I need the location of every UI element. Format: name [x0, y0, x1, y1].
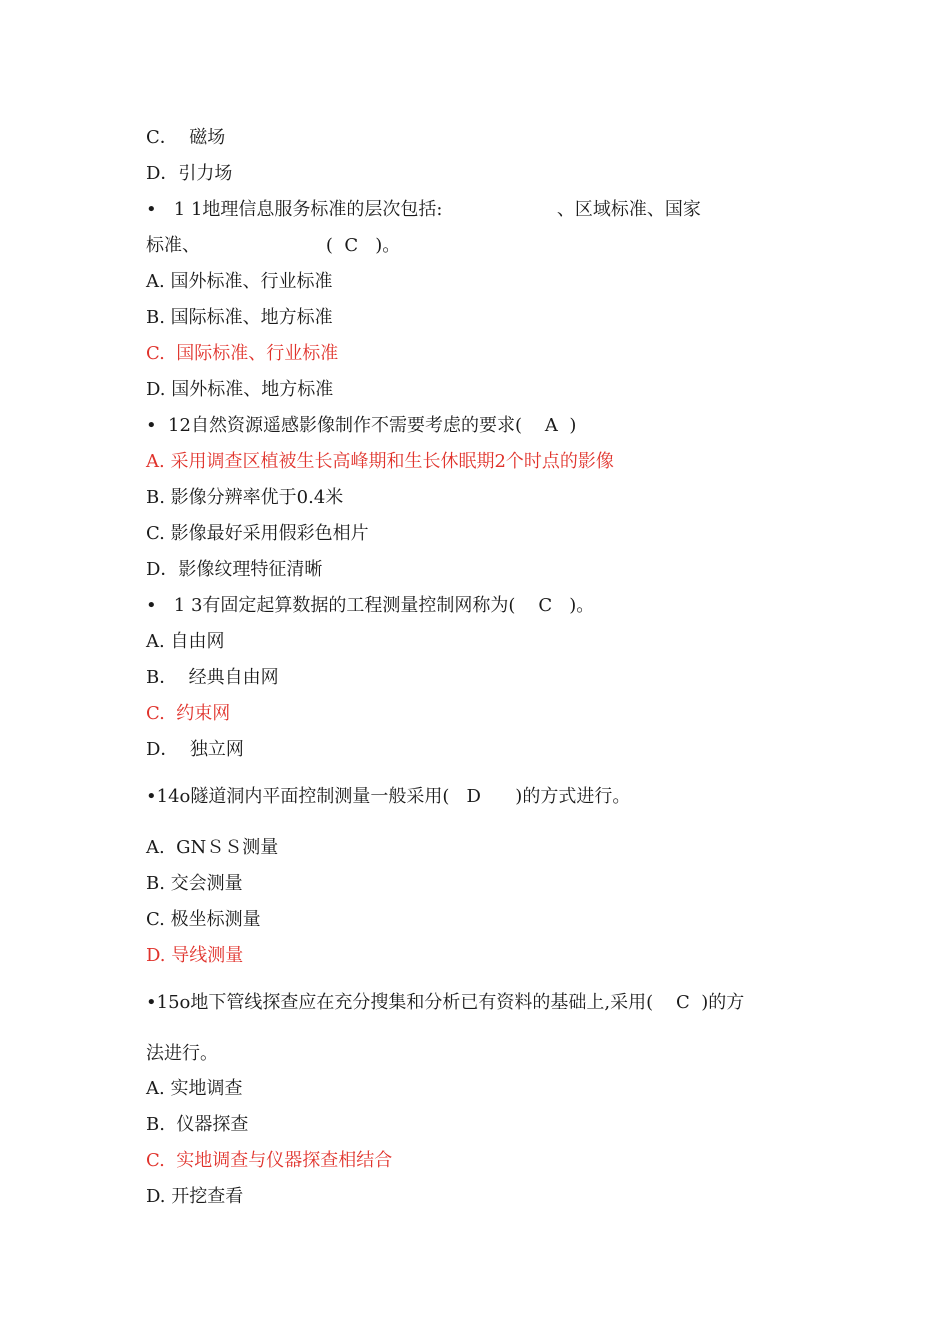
question-13: • 1 3有固定起算数据的工程测量控制网称为( C )。 — [146, 595, 595, 616]
q14-option-c: C. 极坐标测量 — [146, 909, 261, 930]
q14-option-d-answer: D. 导线测量 — [146, 945, 244, 966]
option-c-magnetic-field: C． 磁场 — [146, 127, 226, 148]
q13-option-c-answer: C. 约束网 — [146, 703, 231, 724]
q12-option-a-answer: A. 采用调查区植被生长高峰期和生长休眠期2个时点的影像 — [146, 451, 614, 472]
question-11-line2: 标准、 ( C )。 — [146, 235, 401, 256]
q12-option-d: D．影像纹理特征清晰 — [146, 559, 323, 580]
q14-option-b: B. 交会测量 — [146, 873, 243, 894]
q11-option-d: D. 国外标准、地方标准 — [146, 379, 334, 400]
question-15-line2: 法进行。 — [146, 1043, 218, 1064]
q11-option-b: B. 国际标准、地方标准 — [146, 307, 333, 328]
q14-option-a: A. GNＳＳ测量 — [146, 837, 279, 858]
q15-option-c-answer: C. 实地调查与仪器探查相结合 — [146, 1150, 393, 1171]
q15-option-d: D. 开挖查看 — [146, 1186, 244, 1207]
q15-option-b: B. 仪器探查 — [146, 1114, 249, 1135]
q12-option-c: C. 影像最好采用假彩色相片 — [146, 523, 369, 544]
q15-option-a: A. 实地调查 — [146, 1078, 243, 1099]
q13-option-a: A. 自由网 — [146, 631, 225, 652]
question-14: •14o隧道洞内平面控制测量一般采用( D )的方式进行。 — [146, 786, 631, 807]
option-d-gravity-field: D．引力场 — [146, 163, 233, 184]
question-15-line1: •15o地下管线探查应在充分搜集和分析已有资料的基础上,采用( C )的方 — [146, 992, 745, 1013]
question-11-line1: • 1 1地理信息服务标准的层次包括: 、区域标准、国家 — [146, 199, 701, 220]
q13-option-b: B． 经典自由网 — [146, 667, 279, 688]
q13-option-d: D． 独立网 — [146, 739, 244, 760]
q12-option-b: B. 影像分辨率优于0.4米 — [146, 487, 344, 508]
q11-option-a: A. 国外标准、行业标准 — [146, 271, 333, 292]
question-12: • 12自然资源遥感影像制作不需要考虑的要求( A ) — [146, 415, 577, 436]
q11-option-c-answer: C. 国际标准、行业标准 — [146, 343, 339, 364]
